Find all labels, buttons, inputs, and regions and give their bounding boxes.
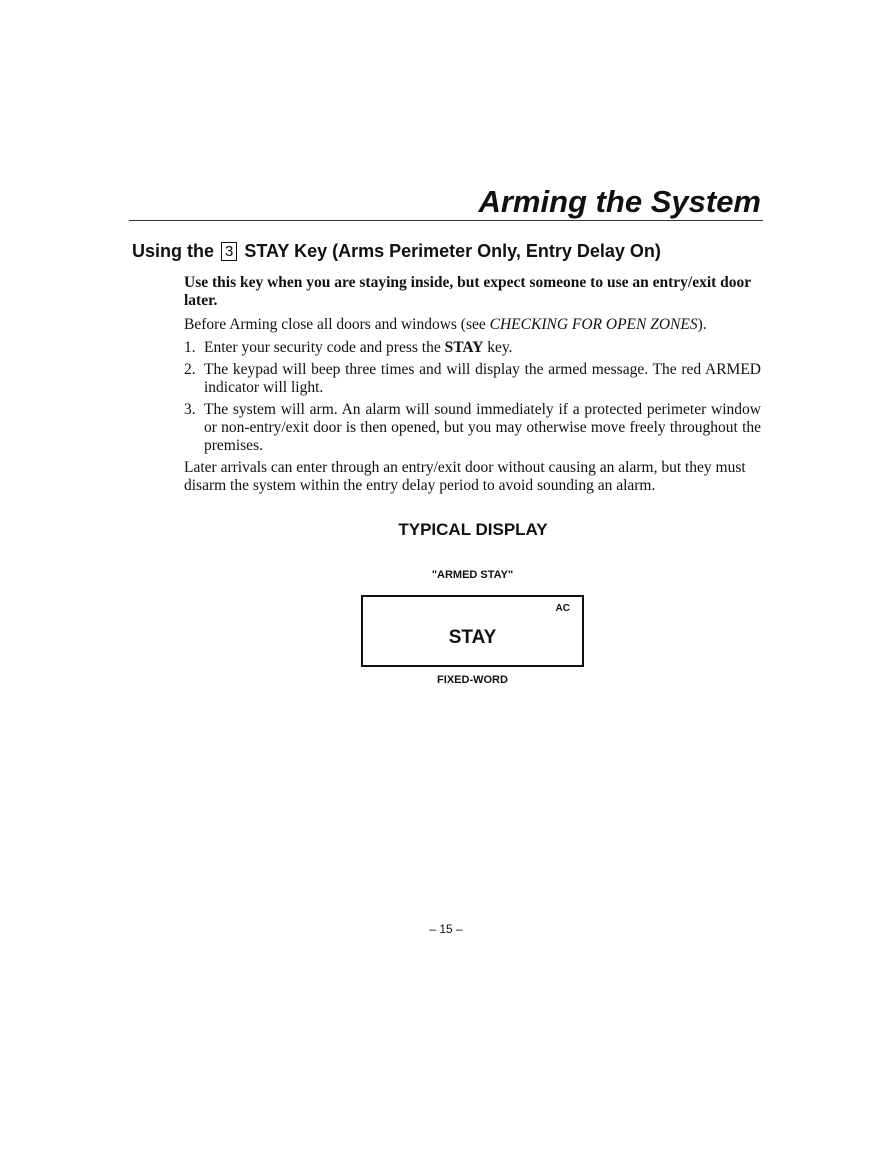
before-arming-end: ).	[697, 316, 707, 333]
step-text	[204, 339, 761, 357]
open-zones-reference: CHECKING FOR OPEN ZONES	[489, 316, 698, 333]
page-number: – 15 –	[429, 922, 463, 936]
before-arming-text	[184, 316, 761, 334]
stay-key-icon: 3	[221, 242, 237, 261]
section-heading	[132, 239, 661, 263]
display-footer: FIXED-WORD	[437, 674, 508, 686]
display-caption: "ARMED STAY"	[431, 569, 514, 581]
typical-display-heading: TYPICAL DISPLAY	[398, 520, 548, 539]
heading-prefix: Using the	[132, 241, 215, 261]
step-text-end: key.	[483, 339, 513, 356]
ac-indicator: AC	[555, 603, 570, 614]
step-number: 1.	[184, 339, 196, 356]
later-arrivals-text: Later arrivals can enter through an entry/exit door without causing an alarm, but they must disarm the system within the entry delay period to avoid sounding an alarm.	[184, 459, 746, 494]
heading-suffix: STAY Key (Arms Perimeter Only, Entry Delay On)	[244, 241, 661, 261]
step-text-lead: Enter your security code and press the	[204, 339, 445, 356]
keypad-lcd-display	[361, 595, 584, 667]
steps-list	[184, 339, 761, 455]
step-item	[184, 401, 761, 455]
step-text: The system will arm. An alarm will sound immediately if a protected perimeter window or non-entry/exit door is then opened, but you may otherwise move freely throughout the premises.	[204, 401, 761, 454]
lcd-fixed-word: STAY	[448, 627, 497, 648]
before-arming-lead: Before Arming close all doors and windows (see	[184, 316, 490, 333]
title-divider	[129, 220, 763, 221]
step-text: The keypad will beep three times and will display the armed message. The red ARMED indicator will light.	[204, 361, 761, 396]
intro-text: Use this key when you are staying inside, but expect someone to use an entry/exit door later.	[184, 274, 751, 309]
step-number: 2.	[184, 361, 196, 378]
step-item	[184, 339, 761, 357]
step-item	[184, 361, 761, 397]
stay-key-label: STAY	[444, 339, 484, 356]
instructions-body	[184, 274, 761, 500]
chapter-title: Arming the System	[478, 184, 761, 219]
step-number: 3.	[184, 401, 196, 418]
